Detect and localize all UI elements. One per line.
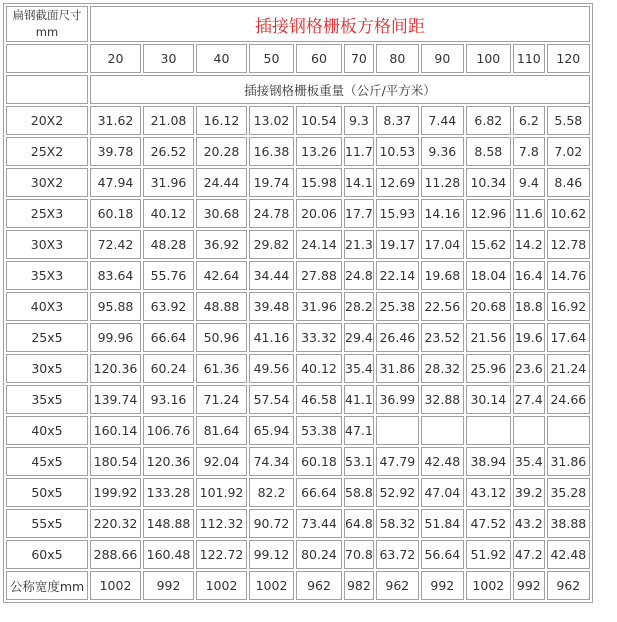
weight-cell: 92.04 [196,447,247,476]
weight-cell: 19.17 [376,230,419,259]
weight-cell: 51.92 [466,540,511,569]
width-cell: 962 [376,571,419,600]
weight-cell: 82.2 [249,478,294,507]
weight-cell: 50.96 [196,323,247,352]
weight-cell: 57.54 [249,385,294,414]
weight-cell: 16.12 [196,106,247,135]
weight-cell: 43.2 [513,509,545,538]
weight-cell: 42.64 [196,261,247,290]
weight-cell: 16.92 [547,292,590,321]
weight-cell: 40.12 [296,354,342,383]
weight-cell: 28.2 [344,292,374,321]
weight-cell: 27.4 [513,385,545,414]
spacing-header-cell: 80 [376,44,419,73]
table-row [6,447,590,476]
weight-cell [513,416,545,445]
weight-cell: 199.92 [90,478,141,507]
weight-cell: 26.46 [376,323,419,352]
weight-cell: 12.69 [376,168,419,197]
weight-cell: 288.66 [90,540,141,569]
weight-cell: 23.6 [513,354,545,383]
spacing-header-cell: 20 [90,44,141,73]
weight-cell [547,416,590,445]
weight-cell: 133.28 [143,478,194,507]
weight-cell: 66.64 [143,323,194,352]
weight-cell: 17.7 [344,199,374,228]
weight-cell: 10.62 [547,199,590,228]
width-row [6,571,590,600]
weight-cell: 48.28 [143,230,194,259]
size-cell: 40X3 [6,292,88,321]
weight-cell: 6.82 [466,106,511,135]
weight-cell: 60.24 [143,354,194,383]
weight-cell: 72.42 [90,230,141,259]
weight-cell: 11.6 [513,199,545,228]
weight-cell: 12.78 [547,230,590,259]
table-row [6,261,590,290]
weight-cell: 29.4 [344,323,374,352]
weight-cell: 42.48 [421,447,464,476]
weight-cell: 13.26 [296,137,342,166]
weight-cell: 7.8 [513,137,545,166]
weight-cell: 160.48 [143,540,194,569]
size-cell: 45x5 [6,447,88,476]
weight-cell: 24.66 [547,385,590,414]
weight-cell: 53.1 [344,447,374,476]
weight-cell: 122.72 [196,540,247,569]
weight-cell: 60.18 [90,199,141,228]
weight-cell: 99.96 [90,323,141,352]
spacing-header-cell: 60 [296,44,342,73]
table-row [6,416,590,445]
weight-cell: 10.54 [296,106,342,135]
weight-cell: 71.24 [196,385,247,414]
size-cell: 55x5 [6,509,88,538]
size-cell: 20X2 [6,106,88,135]
size-cell: 40x5 [6,416,88,445]
table-row [6,230,590,259]
width-cell: 1002 [196,571,247,600]
size-cell: 35X3 [6,261,88,290]
weight-cell: 35.28 [547,478,590,507]
weight-cell: 55.76 [143,261,194,290]
weight-cell: 56.64 [421,540,464,569]
dimension-header-cell [6,6,88,42]
size-cell: 60x5 [6,540,88,569]
weight-cell: 10.53 [376,137,419,166]
weight-cell: 13.02 [249,106,294,135]
width-cell: 1002 [466,571,511,600]
weight-cell: 99.12 [249,540,294,569]
weight-cell: 9.36 [421,137,464,166]
weight-cell: 160.14 [90,416,141,445]
weight-cell: 11.28 [421,168,464,197]
table-row [6,509,590,538]
weight-cell: 26.52 [143,137,194,166]
weight-cell: 35.4 [344,354,374,383]
size-cell: 30X2 [6,168,88,197]
title-row [6,6,590,42]
weight-cell: 16.38 [249,137,294,166]
weight-cell: 61.36 [196,354,247,383]
weight-cell: 31.86 [547,447,590,476]
size-cell: 25X2 [6,137,88,166]
dimension-unit: mm [35,25,59,39]
weight-cell: 42.48 [547,540,590,569]
weight-cell [376,416,419,445]
table-body [6,6,590,600]
size-cell: 50x5 [6,478,88,507]
weight-cell: 15.62 [466,230,511,259]
width-cell: 982 [344,571,374,600]
weight-cell: 14.1 [344,168,374,197]
width-cell: 992 [513,571,545,600]
weight-cell: 19.68 [421,261,464,290]
weight-cell: 80.24 [296,540,342,569]
weight-cell: 47.04 [421,478,464,507]
weight-cell: 220.32 [90,509,141,538]
weight-cell: 47.94 [90,168,141,197]
table-row [6,137,590,166]
weight-cell: 21.56 [466,323,511,352]
weight-cell: 38.94 [466,447,511,476]
weight-cell: 9.3 [344,106,374,135]
spacing-row [6,44,590,73]
table-row [6,106,590,135]
weight-cell: 28.32 [421,354,464,383]
weight-cell: 47.79 [376,447,419,476]
table-title: 插接钢格栅板方格间距 [90,6,590,42]
weight-cell: 36.99 [376,385,419,414]
weight-cell: 65.94 [249,416,294,445]
width-cell: 962 [296,571,342,600]
weight-cell: 31.62 [90,106,141,135]
weight-cell: 120.36 [90,354,141,383]
grating-weight-table [3,3,593,603]
weight-cell: 34.44 [249,261,294,290]
weight-cell: 39.2 [513,478,545,507]
size-cell: 30x5 [6,354,88,383]
weight-cell: 24.78 [249,199,294,228]
weight-cell: 31.86 [376,354,419,383]
weight-cell: 47.52 [466,509,511,538]
weight-cell: 17.64 [547,323,590,352]
weight-cell: 14.16 [421,199,464,228]
weight-cell: 17.04 [421,230,464,259]
weight-cell: 25.38 [376,292,419,321]
weight-cell: 29.82 [249,230,294,259]
width-cell: 1002 [90,571,141,600]
width-row-label: 公称宽度mm [6,571,88,600]
weight-cell: 38.88 [547,509,590,538]
weight-cell: 6.2 [513,106,545,135]
table-row [6,168,590,197]
weight-cell: 30.68 [196,199,247,228]
size-cell: 35x5 [6,385,88,414]
weight-cell: 40.12 [143,199,194,228]
weight-cell: 35.4 [513,447,545,476]
weight-cell: 52.92 [376,478,419,507]
weight-cell: 11.7 [344,137,374,166]
weight-cell: 27.88 [296,261,342,290]
size-cell: 25X3 [6,199,88,228]
size-cell: 25x5 [6,323,88,352]
table-row [6,385,590,414]
weight-cell: 83.64 [90,261,141,290]
table-row [6,354,590,383]
weight-cell [421,416,464,445]
weight-cell: 14.76 [547,261,590,290]
weight-cell: 90.72 [249,509,294,538]
weight-cell: 53.38 [296,416,342,445]
weight-cell: 48.88 [196,292,247,321]
weight-cell: 15.98 [296,168,342,197]
weight-cell: 19.6 [513,323,545,352]
weight-cell: 41.16 [249,323,294,352]
weight-cell: 18.04 [466,261,511,290]
weight-cell [466,416,511,445]
weight-cell: 95.88 [90,292,141,321]
weight-cell: 39.78 [90,137,141,166]
weight-cell: 106.76 [143,416,194,445]
weight-cell: 120.36 [143,447,194,476]
weight-cell: 148.88 [143,509,194,538]
dimension-label: 扁钢截面尺寸 [12,8,82,22]
weight-cell: 47.1 [344,416,374,445]
weight-cell: 70.8 [344,540,374,569]
size-cell: 30X3 [6,230,88,259]
weight-cell: 9.4 [513,168,545,197]
weight-cell: 51.84 [421,509,464,538]
spacing-header-cell: 100 [466,44,511,73]
weight-cell: 21.08 [143,106,194,135]
table-row [6,292,590,321]
weight-cell: 93.16 [143,385,194,414]
unit-row-blank [6,75,88,104]
weight-cell: 73.44 [296,509,342,538]
weight-cell: 49.56 [249,354,294,383]
weight-cell: 36.92 [196,230,247,259]
weight-cell: 74.34 [249,447,294,476]
weight-cell: 58.32 [376,509,419,538]
weight-cell: 25.96 [466,354,511,383]
table-row [6,540,590,569]
spacing-header-cell: 50 [249,44,294,73]
weight-cell: 63.92 [143,292,194,321]
spacing-header-cell: 120 [547,44,590,73]
table-row [6,199,590,228]
width-cell: 1002 [249,571,294,600]
width-cell: 992 [421,571,464,600]
weight-cell: 63.72 [376,540,419,569]
weight-cell: 58.8 [344,478,374,507]
weight-cell: 8.37 [376,106,419,135]
width-cell: 962 [547,571,590,600]
weight-cell: 8.46 [547,168,590,197]
table-row [6,323,590,352]
weight-cell: 19.74 [249,168,294,197]
weight-cell: 66.64 [296,478,342,507]
weight-unit-label: 插接钢格栅板重量（公斤/平方米） [90,75,590,104]
weight-cell: 23.52 [421,323,464,352]
weight-cell: 7.44 [421,106,464,135]
weight-cell: 43.12 [466,478,511,507]
weight-cell: 139.74 [90,385,141,414]
weight-cell: 46.58 [296,385,342,414]
weight-cell: 5.58 [547,106,590,135]
unit-row [6,75,590,104]
spacing-header-cell: 40 [196,44,247,73]
weight-cell: 22.56 [421,292,464,321]
spacing-row-blank [6,44,88,73]
weight-cell: 15.93 [376,199,419,228]
weight-cell: 32.88 [421,385,464,414]
weight-cell: 31.96 [143,168,194,197]
weight-cell: 12.96 [466,199,511,228]
width-cell: 992 [143,571,194,600]
spacing-header-cell: 90 [421,44,464,73]
weight-cell: 21.3 [344,230,374,259]
spacing-header-cell: 30 [143,44,194,73]
weight-cell: 22.14 [376,261,419,290]
weight-cell: 10.34 [466,168,511,197]
weight-cell: 14.2 [513,230,545,259]
weight-cell: 60.18 [296,447,342,476]
weight-cell: 24.14 [296,230,342,259]
spacing-header-cell: 110 [513,44,545,73]
weight-cell: 41.1 [344,385,374,414]
weight-cell: 16.4 [513,261,545,290]
weight-cell: 7.02 [547,137,590,166]
weight-cell: 64.8 [344,509,374,538]
weight-cell: 101.92 [196,478,247,507]
weight-cell: 81.64 [196,416,247,445]
weight-cell: 39.48 [249,292,294,321]
weight-cell: 24.44 [196,168,247,197]
weight-cell: 20.68 [466,292,511,321]
weight-cell: 30.14 [466,385,511,414]
weight-cell: 31.96 [296,292,342,321]
table-row [6,478,590,507]
weight-cell: 47.2 [513,540,545,569]
weight-cell: 180.54 [90,447,141,476]
weight-cell: 8.58 [466,137,511,166]
weight-cell: 24.8 [344,261,374,290]
weight-cell: 21.24 [547,354,590,383]
weight-cell: 112.32 [196,509,247,538]
weight-cell: 20.06 [296,199,342,228]
weight-cell: 18.8 [513,292,545,321]
weight-cell: 20.28 [196,137,247,166]
weight-cell: 33.32 [296,323,342,352]
spacing-header-cell: 70 [344,44,374,73]
